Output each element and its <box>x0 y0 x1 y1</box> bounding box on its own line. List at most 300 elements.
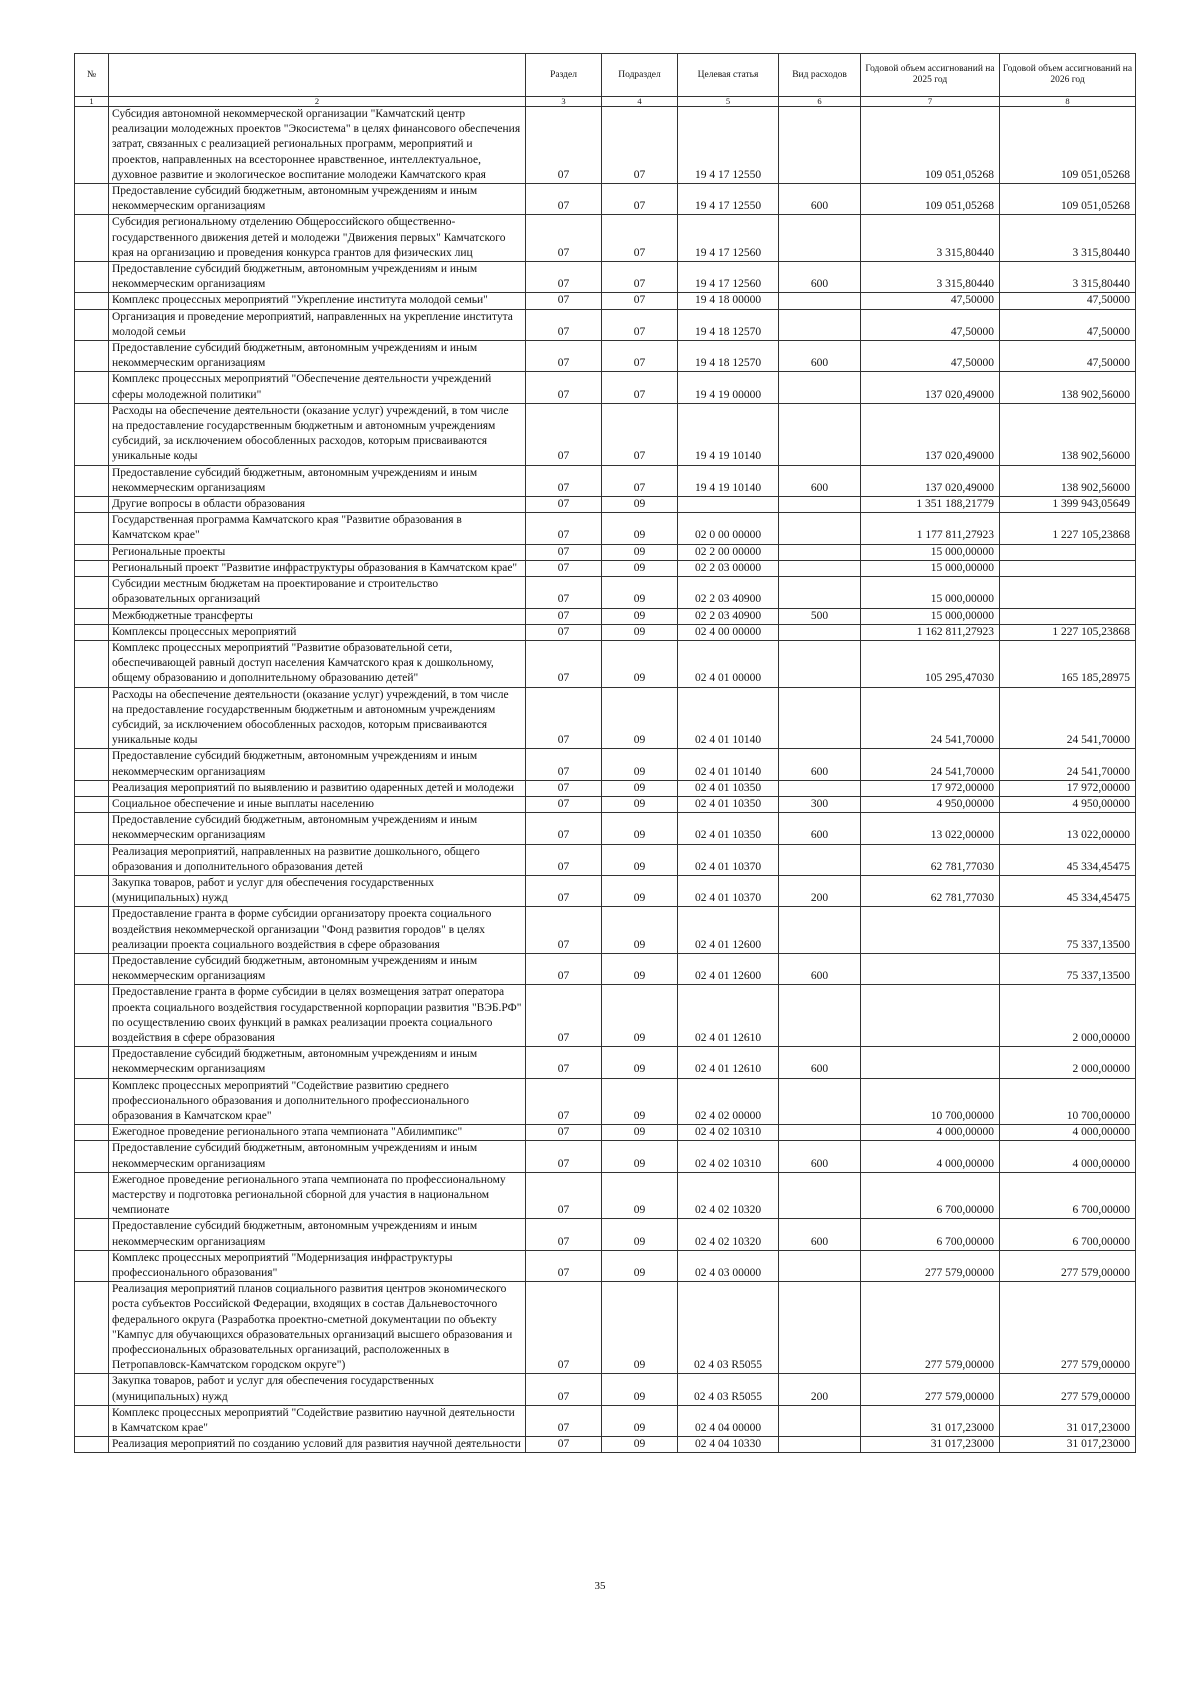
cell-expense-type <box>779 844 861 875</box>
cell-num <box>75 1374 109 1405</box>
header-target-article: Целевая статья <box>678 54 779 97</box>
cell-amount-2026: 138 902,56000 <box>1000 372 1136 403</box>
cell-expense-type <box>779 497 861 513</box>
cell-amount-2026: 13 022,00000 <box>1000 813 1136 844</box>
cell-amount-2026: 277 579,00000 <box>1000 1282 1136 1374</box>
cell-amount-2026: 45 334,45475 <box>1000 844 1136 875</box>
table-row <box>75 1437 1136 1453</box>
cell-amount-2026: 1 227 105,23868 <box>1000 513 1136 544</box>
cell-expense-type <box>779 107 861 184</box>
cell-name: Реализация мероприятий, направленных на развитие дошкольного, общего образования и дополнительного образования детей <box>109 844 526 875</box>
cell-amount-2026: 47,50000 <box>1000 341 1136 372</box>
cell-name: Реализация мероприятий по выявлению и развитию одаренных детей и молодежи <box>109 780 526 796</box>
column-number: 4 <box>602 97 678 107</box>
table-header <box>75 54 1136 107</box>
cell-num <box>75 780 109 796</box>
header-section: Раздел <box>526 54 602 97</box>
cell-num <box>75 577 109 608</box>
cell-section: 07 <box>526 262 602 293</box>
cell-amount-2026: 109 051,05268 <box>1000 107 1136 184</box>
cell-target-article: 02 2 03 40900 <box>678 577 779 608</box>
cell-name: Предоставление гранта в форме субсидии организатору проекта социального воздействия некоммерческой организации "Фонд развития городов" в целях реализации проекта социального воздействия в сфере образования <box>109 907 526 954</box>
cell-amount-2026: 17 972,00000 <box>1000 780 1136 796</box>
cell-amount-2025 <box>861 1047 1000 1078</box>
cell-amount-2026 <box>1000 544 1136 560</box>
cell-subsection: 09 <box>602 1374 678 1405</box>
cell-subsection: 09 <box>602 1282 678 1374</box>
cell-subsection: 07 <box>602 341 678 372</box>
cell-amount-2026: 138 902,56000 <box>1000 403 1136 465</box>
table-row <box>75 1047 1136 1078</box>
cell-section: 07 <box>526 497 602 513</box>
table-row <box>75 608 1136 624</box>
cell-name: Предоставление субсидий бюджетным, автономным учреждениям и иным некоммерческим организациям <box>109 465 526 496</box>
cell-target-article: 02 4 01 10350 <box>678 780 779 796</box>
cell-amount-2025: 137 020,49000 <box>861 372 1000 403</box>
cell-subsection: 09 <box>602 1219 678 1250</box>
cell-name: Субсидия автономной некоммерческой организации "Камчатский центр реализации молодежных проектов "Экосистема" в целях финансового обеспечения затрат, связанных с реализацией региональных программ, мероприятий и проектов, направленных на всестороннее нравственное, интеллектуальное, духовное развитие и экологическое воспитание молодежи Камчатского края <box>109 107 526 184</box>
cell-amount-2025: 62 781,77030 <box>861 844 1000 875</box>
cell-subsection: 09 <box>602 749 678 780</box>
column-number: 7 <box>861 97 1000 107</box>
cell-amount-2026: 75 337,13500 <box>1000 953 1136 984</box>
cell-num <box>75 262 109 293</box>
cell-name: Предоставление субсидий бюджетным, автономным учреждениям и иным некоммерческим организациям <box>109 184 526 215</box>
cell-num <box>75 640 109 687</box>
cell-amount-2026: 24 541,70000 <box>1000 687 1136 749</box>
table-row <box>75 907 1136 954</box>
cell-expense-type <box>779 513 861 544</box>
cell-amount-2025: 31 017,23000 <box>861 1437 1000 1453</box>
cell-target-article: 02 4 01 10350 <box>678 813 779 844</box>
cell-subsection: 07 <box>602 262 678 293</box>
cell-amount-2025: 277 579,00000 <box>861 1250 1000 1281</box>
cell-amount-2026 <box>1000 577 1136 608</box>
cell-name: Предоставление субсидий бюджетным, автономным учреждениям и иным некоммерческим организациям <box>109 341 526 372</box>
cell-section: 07 <box>526 1078 602 1125</box>
cell-name: Ежегодное проведение регионального этапа чемпионата "Абилимпикс" <box>109 1125 526 1141</box>
cell-expense-type: 600 <box>779 341 861 372</box>
cell-subsection: 09 <box>602 813 678 844</box>
cell-expense-type <box>779 640 861 687</box>
cell-target-article: 02 4 01 12600 <box>678 953 779 984</box>
cell-num <box>75 184 109 215</box>
cell-target-article: 02 4 01 10350 <box>678 796 779 812</box>
cell-target-article: 02 4 01 12610 <box>678 1047 779 1078</box>
cell-amount-2025: 47,50000 <box>861 309 1000 340</box>
cell-amount-2026: 109 051,05268 <box>1000 184 1136 215</box>
cell-expense-type <box>779 372 861 403</box>
cell-expense-type <box>779 544 861 560</box>
cell-expense-type <box>779 985 861 1047</box>
cell-target-article <box>678 497 779 513</box>
cell-section: 07 <box>526 1405 602 1436</box>
cell-amount-2025: 1 177 811,27923 <box>861 513 1000 544</box>
table-row <box>75 953 1136 984</box>
cell-target-article: 02 4 01 10140 <box>678 687 779 749</box>
cell-subsection: 07 <box>602 309 678 340</box>
cell-target-article: 02 4 04 00000 <box>678 1405 779 1436</box>
cell-section: 07 <box>526 907 602 954</box>
cell-amount-2025: 24 541,70000 <box>861 687 1000 749</box>
cell-amount-2025: 109 051,05268 <box>861 107 1000 184</box>
cell-amount-2025: 62 781,77030 <box>861 875 1000 906</box>
cell-subsection: 09 <box>602 875 678 906</box>
cell-subsection: 09 <box>602 780 678 796</box>
cell-target-article: 02 4 03 00000 <box>678 1250 779 1281</box>
cell-target-article: 02 4 02 10310 <box>678 1141 779 1172</box>
cell-expense-type <box>779 780 861 796</box>
cell-name: Комплекс процессных мероприятий "Модернизация инфраструктуры профессионального образования" <box>109 1250 526 1281</box>
cell-num <box>75 624 109 640</box>
cell-num <box>75 341 109 372</box>
cell-name: Комплекс процессных мероприятий "Укрепление института молодой семьи" <box>109 293 526 309</box>
cell-target-article: 19 4 17 12560 <box>678 262 779 293</box>
cell-amount-2026: 24 541,70000 <box>1000 749 1136 780</box>
cell-num <box>75 985 109 1047</box>
cell-subsection: 07 <box>602 372 678 403</box>
cell-amount-2026: 31 017,23000 <box>1000 1437 1136 1453</box>
page-number: 35 <box>594 1580 606 1592</box>
cell-section: 07 <box>526 403 602 465</box>
cell-amount-2026: 3 315,80440 <box>1000 262 1136 293</box>
column-number: 5 <box>678 97 779 107</box>
cell-name: Государственная программа Камчатского края "Развитие образования в Камчатском крае" <box>109 513 526 544</box>
cell-num <box>75 560 109 576</box>
table-row <box>75 497 1136 513</box>
cell-section: 07 <box>526 1172 602 1219</box>
cell-section: 07 <box>526 1282 602 1374</box>
cell-expense-type: 600 <box>779 953 861 984</box>
cell-amount-2026: 4 000,00000 <box>1000 1125 1136 1141</box>
cell-amount-2025 <box>861 953 1000 984</box>
cell-num <box>75 1219 109 1250</box>
cell-amount-2026: 1 399 943,05649 <box>1000 497 1136 513</box>
cell-amount-2026 <box>1000 608 1136 624</box>
cell-amount-2025: 15 000,00000 <box>861 577 1000 608</box>
cell-amount-2025: 277 579,00000 <box>861 1374 1000 1405</box>
cell-subsection: 09 <box>602 1172 678 1219</box>
cell-target-article: 19 4 18 12570 <box>678 341 779 372</box>
cell-amount-2026: 277 579,00000 <box>1000 1374 1136 1405</box>
cell-amount-2025: 137 020,49000 <box>861 465 1000 496</box>
cell-subsection: 09 <box>602 687 678 749</box>
cell-section: 07 <box>526 1374 602 1405</box>
table-body <box>75 107 1136 1453</box>
cell-subsection: 09 <box>602 640 678 687</box>
cell-num <box>75 907 109 954</box>
cell-section: 07 <box>526 953 602 984</box>
table-row <box>75 309 1136 340</box>
cell-amount-2026: 31 017,23000 <box>1000 1405 1136 1436</box>
cell-name: Субсидия региональному отделению Общероссийского общественно-государственного движения детей и молодежи "Движения первых" Камчатского края на организацию и проведения конкурса грантов для физических лиц <box>109 215 526 262</box>
column-number: 2 <box>109 97 526 107</box>
cell-target-article: 02 4 02 10310 <box>678 1125 779 1141</box>
cell-amount-2025: 13 022,00000 <box>861 813 1000 844</box>
cell-num <box>75 608 109 624</box>
table-row <box>75 1219 1136 1250</box>
cell-amount-2025: 47,50000 <box>861 341 1000 372</box>
cell-num <box>75 403 109 465</box>
cell-expense-type <box>779 577 861 608</box>
cell-expense-type: 600 <box>779 813 861 844</box>
cell-subsection: 09 <box>602 1078 678 1125</box>
cell-subsection: 07 <box>602 184 678 215</box>
cell-subsection: 09 <box>602 513 678 544</box>
table-row <box>75 844 1136 875</box>
cell-subsection: 09 <box>602 1125 678 1141</box>
cell-target-article: 19 4 18 12570 <box>678 309 779 340</box>
cell-num <box>75 309 109 340</box>
cell-section: 07 <box>526 985 602 1047</box>
cell-expense-type: 200 <box>779 875 861 906</box>
cell-section: 07 <box>526 640 602 687</box>
cell-name: Организация и проведение мероприятий, направленных на укрепление института молодой семьи <box>109 309 526 340</box>
cell-target-article: 19 4 19 10140 <box>678 465 779 496</box>
budget-table <box>74 53 1136 1453</box>
cell-subsection: 09 <box>602 907 678 954</box>
cell-name: Предоставление субсидий бюджетным, автономным учреждениям и иным некоммерческим организациям <box>109 1219 526 1250</box>
cell-num <box>75 796 109 812</box>
cell-subsection: 09 <box>602 544 678 560</box>
cell-subsection: 09 <box>602 1405 678 1436</box>
cell-expense-type <box>779 293 861 309</box>
cell-num <box>75 1282 109 1374</box>
table-row <box>75 780 1136 796</box>
table-row <box>75 624 1136 640</box>
column-numbers-row <box>75 97 1136 107</box>
cell-expense-type: 600 <box>779 1141 861 1172</box>
cell-name: Комплекс процессных мероприятий "Развитие образовательной сети, обеспечивающей равный доступ населения Камчатского края к дошкольному, общему образованию и дополнительному образованию детей" <box>109 640 526 687</box>
cell-amount-2026: 47,50000 <box>1000 293 1136 309</box>
cell-amount-2025: 109 051,05268 <box>861 184 1000 215</box>
cell-name: Реализация мероприятий планов социального развития центров экономического роста субъектов Российской Федерации, входящих в состав Дальневосточного федерального округа (Разработка проектно-сметной документации по объекту "Кампус для обучающихся образовательных организаций высшего образования и профессиональных образовательных организаций, расположенных в Петропавловск-Камчатском городском округе") <box>109 1282 526 1374</box>
cell-target-article: 02 4 03 R5055 <box>678 1374 779 1405</box>
cell-num <box>75 1172 109 1219</box>
cell-section: 07 <box>526 1437 602 1453</box>
cell-amount-2026: 165 185,28975 <box>1000 640 1136 687</box>
column-number: 8 <box>1000 97 1136 107</box>
table-row <box>75 1125 1136 1141</box>
table-row <box>75 293 1136 309</box>
cell-target-article: 19 4 18 00000 <box>678 293 779 309</box>
cell-amount-2025: 24 541,70000 <box>861 749 1000 780</box>
cell-name: Закупка товаров, работ и услуг для обеспечения государственных (муниципальных) нужд <box>109 1374 526 1405</box>
cell-expense-type <box>779 624 861 640</box>
table-row <box>75 640 1136 687</box>
header-amount-2026: Годовой объем ассигнований на 2026 год <box>1000 54 1136 97</box>
cell-target-article: 02 0 00 00000 <box>678 513 779 544</box>
cell-section: 07 <box>526 608 602 624</box>
cell-name: Предоставление субсидий бюджетным, автономным учреждениям и иным некоммерческим организациям <box>109 813 526 844</box>
cell-amount-2025: 17 972,00000 <box>861 780 1000 796</box>
cell-amount-2025: 15 000,00000 <box>861 560 1000 576</box>
table-row <box>75 403 1136 465</box>
header-name <box>109 54 526 97</box>
cell-section: 07 <box>526 1250 602 1281</box>
cell-expense-type <box>779 1125 861 1141</box>
table-row <box>75 813 1136 844</box>
column-number: 3 <box>526 97 602 107</box>
cell-amount-2026: 4 000,00000 <box>1000 1141 1136 1172</box>
cell-amount-2025: 277 579,00000 <box>861 1282 1000 1374</box>
cell-name: Предоставление субсидий бюджетным, автономным учреждениям и иным некоммерческим организациям <box>109 1141 526 1172</box>
cell-expense-type <box>779 1250 861 1281</box>
cell-name: Комплекс процессных мероприятий "Обеспечение деятельности учреждений сферы молодежной политики" <box>109 372 526 403</box>
table-row <box>75 372 1136 403</box>
cell-expense-type <box>779 560 861 576</box>
cell-expense-type: 600 <box>779 1219 861 1250</box>
cell-amount-2025: 15 000,00000 <box>861 608 1000 624</box>
cell-expense-type: 500 <box>779 608 861 624</box>
table-row <box>75 1250 1136 1281</box>
cell-subsection: 09 <box>602 844 678 875</box>
cell-num <box>75 1078 109 1125</box>
cell-expense-type <box>779 1282 861 1374</box>
cell-subsection: 09 <box>602 577 678 608</box>
cell-amount-2025: 10 700,00000 <box>861 1078 1000 1125</box>
cell-section: 07 <box>526 513 602 544</box>
cell-amount-2026: 277 579,00000 <box>1000 1250 1136 1281</box>
table-row <box>75 184 1136 215</box>
cell-subsection: 09 <box>602 1437 678 1453</box>
cell-section: 07 <box>526 215 602 262</box>
cell-section: 07 <box>526 372 602 403</box>
cell-num <box>75 687 109 749</box>
cell-expense-type <box>779 1405 861 1436</box>
cell-section: 07 <box>526 1125 602 1141</box>
cell-amount-2025: 31 017,23000 <box>861 1405 1000 1436</box>
cell-name: Предоставление субсидий бюджетным, автономным учреждениям и иным некоммерческим организациям <box>109 749 526 780</box>
cell-expense-type <box>779 907 861 954</box>
cell-amount-2026: 138 902,56000 <box>1000 465 1136 496</box>
cell-section: 07 <box>526 875 602 906</box>
table-row <box>75 687 1136 749</box>
cell-expense-type: 300 <box>779 796 861 812</box>
cell-subsection: 09 <box>602 1141 678 1172</box>
cell-target-article: 02 4 03 R5055 <box>678 1282 779 1374</box>
cell-name: Предоставление субсидий бюджетным, автономным учреждениям и иным некоммерческим организациям <box>109 953 526 984</box>
cell-section: 07 <box>526 749 602 780</box>
cell-target-article: 02 4 02 10320 <box>678 1172 779 1219</box>
cell-amount-2025 <box>861 907 1000 954</box>
cell-name: Расходы на обеспечение деятельности (оказание услуг) учреждений, в том числе на предоставление государственным бюджетным и автономным учреждениям субсидий, за исключением обособленных расходов, которым присваиваются уникальные коды <box>109 403 526 465</box>
cell-section: 07 <box>526 577 602 608</box>
cell-name: Межбюджетные трансферты <box>109 608 526 624</box>
header-num: № <box>75 54 109 97</box>
table-row <box>75 1405 1136 1436</box>
cell-amount-2026: 75 337,13500 <box>1000 907 1136 954</box>
table-row <box>75 262 1136 293</box>
cell-section: 07 <box>526 1141 602 1172</box>
cell-amount-2025: 4 000,00000 <box>861 1125 1000 1141</box>
column-number: 1 <box>75 97 109 107</box>
table-row <box>75 1282 1136 1374</box>
table-row <box>75 465 1136 496</box>
cell-section: 07 <box>526 687 602 749</box>
cell-name: Другие вопросы в области образования <box>109 497 526 513</box>
cell-num <box>75 813 109 844</box>
cell-num <box>75 749 109 780</box>
cell-num <box>75 1047 109 1078</box>
cell-target-article: 02 4 01 00000 <box>678 640 779 687</box>
cell-amount-2025: 4 000,00000 <box>861 1141 1000 1172</box>
cell-num <box>75 465 109 496</box>
cell-num <box>75 1437 109 1453</box>
cell-expense-type: 600 <box>779 1047 861 1078</box>
table-row <box>75 544 1136 560</box>
cell-expense-type: 600 <box>779 749 861 780</box>
cell-num <box>75 513 109 544</box>
cell-section: 07 <box>526 544 602 560</box>
cell-num <box>75 1125 109 1141</box>
table-row <box>75 749 1136 780</box>
cell-name: Реализация мероприятий по созданию условий для развития научной деятельности <box>109 1437 526 1453</box>
cell-section: 07 <box>526 624 602 640</box>
cell-amount-2025: 1 162 811,27923 <box>861 624 1000 640</box>
cell-amount-2026: 47,50000 <box>1000 309 1136 340</box>
budget-table-page <box>74 53 1135 1453</box>
cell-target-article: 02 2 03 00000 <box>678 560 779 576</box>
cell-subsection: 09 <box>602 608 678 624</box>
cell-name: Социальное обеспечение и иные выплаты населению <box>109 796 526 812</box>
cell-section: 07 <box>526 184 602 215</box>
cell-target-article: 19 4 17 12550 <box>678 184 779 215</box>
table-row <box>75 513 1136 544</box>
table-row <box>75 341 1136 372</box>
cell-target-article: 19 4 17 12550 <box>678 107 779 184</box>
cell-amount-2025: 1 351 188,21779 <box>861 497 1000 513</box>
cell-num <box>75 107 109 184</box>
cell-subsection: 07 <box>602 215 678 262</box>
cell-expense-type <box>779 1078 861 1125</box>
cell-name: Предоставление субсидий бюджетным, автономным учреждениям и иным некоммерческим организациям <box>109 1047 526 1078</box>
cell-amount-2025: 6 700,00000 <box>861 1172 1000 1219</box>
table-row <box>75 1141 1136 1172</box>
table-row <box>75 875 1136 906</box>
cell-target-article: 02 4 04 10330 <box>678 1437 779 1453</box>
cell-target-article: 02 4 01 10370 <box>678 844 779 875</box>
cell-num <box>75 497 109 513</box>
cell-target-article: 19 4 17 12560 <box>678 215 779 262</box>
cell-subsection: 09 <box>602 497 678 513</box>
table-row <box>75 796 1136 812</box>
cell-section: 07 <box>526 1219 602 1250</box>
cell-expense-type <box>779 1172 861 1219</box>
cell-section: 07 <box>526 813 602 844</box>
cell-name: Субсидии местным бюджетам на проектирование и строительство образовательных организаций <box>109 577 526 608</box>
cell-num <box>75 953 109 984</box>
cell-target-article: 02 4 01 12600 <box>678 907 779 954</box>
cell-expense-type <box>779 215 861 262</box>
cell-amount-2025 <box>861 985 1000 1047</box>
cell-amount-2026: 6 700,00000 <box>1000 1172 1136 1219</box>
cell-num <box>75 1141 109 1172</box>
cell-amount-2025: 4 950,00000 <box>861 796 1000 812</box>
cell-name: Предоставление субсидий бюджетным, автономным учреждениям и иным некоммерческим организациям <box>109 262 526 293</box>
cell-amount-2026: 2 000,00000 <box>1000 985 1136 1047</box>
cell-subsection: 09 <box>602 624 678 640</box>
cell-num <box>75 1405 109 1436</box>
cell-subsection: 09 <box>602 953 678 984</box>
cell-name: Расходы на обеспечение деятельности (оказание услуг) учреждений, в том числе на предоставление государственным бюджетным и автономным учреждениям субсидий, за исключением обособленных расходов, которым присваиваются уникальные коды <box>109 687 526 749</box>
cell-section: 07 <box>526 107 602 184</box>
cell-section: 07 <box>526 796 602 812</box>
cell-amount-2026: 1 227 105,23868 <box>1000 624 1136 640</box>
cell-section: 07 <box>526 560 602 576</box>
column-number: 6 <box>779 97 861 107</box>
table-row <box>75 560 1136 576</box>
